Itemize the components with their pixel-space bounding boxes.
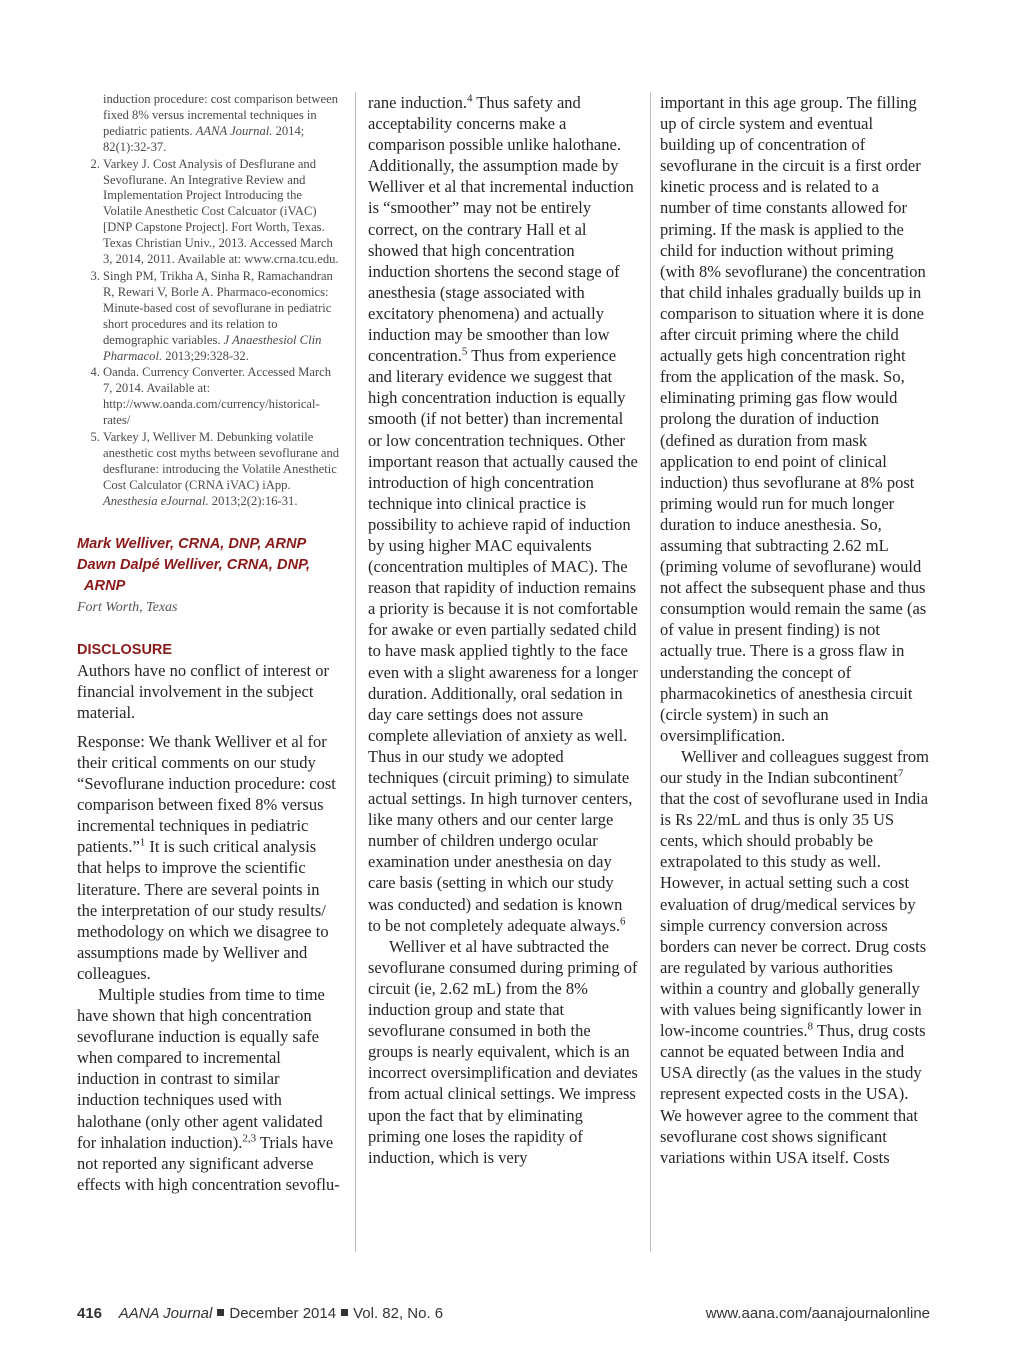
body-text: Trials have not reported any significant adverse effects with high concentration sevoflu- xyxy=(77,1132,340,1194)
reference-text: Singh PM, Trikha A, Sinha R, Ramachandran R, Rewari V, Borle A. Pharmaco-economics: Minute-based cost of sevoflurane in pediatric short procedures and its relation to demographic variables. xyxy=(103,268,333,347)
reference-citation: 2013;2(2):16-31. xyxy=(208,493,298,508)
citation-superscript: 4 xyxy=(466,92,473,105)
response-text: It is such critical analysis that helps to improve the scientific literature. There are several points in the interpretation of our study results/ methodology on which we disagree to assumptions made by Welliver and colleagues. xyxy=(77,837,329,983)
reference-list xyxy=(77,92,343,510)
reference-text: Oanda. Currency Converter. Accessed March 7, 2014. Available at: http://www.oanda.com/currency/historical-rates/ xyxy=(103,365,332,428)
citation-superscript: 8 xyxy=(807,1020,814,1033)
response-label: Response: xyxy=(77,731,145,751)
reference-text: Varkey J. Cost Analysis of Desflurane and Sevoflurane. An Integrative Review and Implementation Project Introducing the Volatile Anesthetic Cost Calcuator (iVAC) [DNP Capstone Project]. Fort Worth, Texas. Texas Christian Univ., 2013. Accessed March 3, 2014, 2011. Available at: www.crna.tcu.edu. xyxy=(103,156,339,267)
reference-item xyxy=(77,92,343,156)
journal-name: AANA Journal xyxy=(118,1305,213,1322)
author-block xyxy=(77,534,343,597)
body-text: rane induction. xyxy=(368,93,467,112)
reference-journal: AANA Journal. xyxy=(195,123,273,138)
reference-number: 5. xyxy=(90,430,100,445)
separator-square-icon xyxy=(217,1309,224,1316)
author-location: Fort Worth, Texas xyxy=(77,599,178,615)
body-paragraph xyxy=(77,984,343,1195)
body-text: Welliver and colleagues suggest from our study in the Indian subcontinent xyxy=(660,746,929,787)
volume-issue: Vol. 82, No. 6 xyxy=(353,1305,444,1322)
column-1 xyxy=(77,92,343,1195)
body-text: Multiple studies from time to time have shown that high concentration sevoflurane induction is equally safe when compared to incremental induction in contrast to similar induction techniques used with halothane (only other agent validated for inhalation induction). xyxy=(77,984,325,1152)
separator-square-icon xyxy=(341,1309,348,1316)
column-rule-right xyxy=(650,92,651,1252)
reference-journal: Anesthesia eJournal. xyxy=(103,493,209,508)
response-text: We thank Welliver et al for their critical comments on our study “Sevoflurane induction procedure: cost comparison between fixed 8% versus incremental techniques in pediatric patients.” xyxy=(77,731,336,857)
body-paragraph xyxy=(660,746,932,1168)
reference-text: induction procedure: cost comparison between fixed 8% versus incremental techniques in pediatric patients. xyxy=(103,92,339,138)
citation-superscript: 1 xyxy=(139,836,146,849)
body-paragraph: important in this age group. The filling up of circle system and eventual building up of concentration of sevoflurane in the circuit is a first order kinetic process and is related to a number of time constants allowed for priming. If the mask is applied to the child for induction without priming (with 8% sevoflurane) the concentration that child inhales gradually builds up in comparison to situation where it is done after circuit priming where the child actually gets high concentration right from the application of the mask. So, eliminating priming gas flow would prolong the duration of induction (defined as duration from mask application to end point of clinical induction) thus sevoflurane at 8% post priming would run for much longer duration to induce anesthesia. So, assuming that subtracting 2.62 mL (priming volume of sevoflurane) would not affect the subsequent phase and thus consumption would remain the same (as of value in present finding) is not actually true. There is a gross flaw in understanding the concept of pharmacokinetics of anesthesia circuit (circle system) in such an oversimplification. xyxy=(660,93,927,745)
author-line: Mark Welliver, CRNA, DNP, ARNP xyxy=(77,535,307,552)
reference-number: 2. xyxy=(90,156,100,171)
reference-citation: 2013;29:328-32. xyxy=(162,348,249,363)
reference-item xyxy=(77,157,343,268)
column-2 xyxy=(368,92,638,1168)
issue-date: December 2014 xyxy=(229,1305,337,1322)
reference-number: 4. xyxy=(90,365,100,380)
disclosure-body xyxy=(77,660,343,1195)
response-paragraph xyxy=(77,731,343,984)
reference-item xyxy=(77,430,343,510)
body-text: Thus, drug costs cannot be equated between India and USA directly (as the values in the study represent expected costs in the USA). We however agree to the comment that sevoflurane cost shows significant variations within USA itself. Costs xyxy=(660,1021,926,1167)
citation-superscript: 2,3 xyxy=(242,1132,257,1145)
reference-journal: J Anaesthesiol Clin Pharmacol. xyxy=(103,332,322,363)
reference-text: Varkey J, Welliver M. Debunking volatile anesthetic cost myths between sevoflurane and desflurane: introducing the Volatile Anesthetic Cost Calculator (CRNA iVAC) iApp. xyxy=(103,430,340,492)
citation-superscript: 5 xyxy=(461,345,468,358)
reference-item xyxy=(77,269,343,364)
author-line: ARNP xyxy=(84,577,126,594)
reference-item xyxy=(77,365,343,429)
reference-number: 3. xyxy=(90,268,100,283)
page-number: 416 xyxy=(77,1305,103,1322)
page-footer xyxy=(77,1305,930,1325)
column-rule-left xyxy=(355,92,356,1252)
disclosure-text: Authors have no conflict of interest or financial involvement in the subject material. xyxy=(77,660,330,722)
body-text: Thus safety and acceptability concerns make a comparison possible unlike halothane. Additionally, the assumption made by Welliver et al that incremental induction is “smoother” may not be entirely correct, on the contrary Hall et al showed that high concentration induction shortens the second stage of anesthesia (stage associated with excitatory phenomena) and actually induction may be smoother than low concentration. xyxy=(368,93,634,366)
column-3 xyxy=(660,92,932,1168)
author-line: Dawn Dalpé Welliver, CRNA, DNP, xyxy=(77,556,311,573)
reference-citation: 2014; 82(1):32-37. xyxy=(103,123,305,154)
disclosure-heading: DISCLOSURE xyxy=(77,641,173,658)
journal-url-link[interactable]: www.aana.com/aanajournalonline xyxy=(705,1305,930,1322)
body-paragraph: Welliver et al have subtracted the sevoflurane consumed during priming of circuit (ie, 2.62 mL) from the 8% induction group and state that sevoflurane consumed in both the groups is nearly equivalent, which is an incorrect oversimplification and deviates from actual clinical settings. We impress upon the fact that by eliminating priming one loses the rapidity of induction, which is very xyxy=(368,936,638,1167)
body-paragraph xyxy=(368,92,638,936)
body-text: that the cost of sevoflurane used in India is Rs 22/mL and thus is only 35 US cents, which should probably be extrapolated to this study as well. However, in actual setting such a cost evaluation of drug/medical services by simple currency conversion across borders can never be correct. Drug costs are regulated by various authorities within a country and globally generally with values being significantly lower in low-income countries. xyxy=(660,789,929,1041)
citation-superscript: 6 xyxy=(620,915,626,928)
citation-superscript: 7 xyxy=(897,767,904,780)
body-text: Thus from experience and literary evidence we suggest that high concentration induction is equally smooth (if not better) than incremental or low concentration techniques. Other important reason that actually caused the introduction of high concentration technique into clinical practice is possibility to achieve rapid of induction by using higher MAC equivalents (concentration multiples of MAC). The reason that rapidity of induction remains a priority is because it is not comfortable for awake or even partially sedated child to have mask applied tightly to the face even with a slight awareness for a longer duration. Additionally, oral sedation in day care settings does not assure complete alleviation of anxiety as well. Thus in our study we adopted techniques (circuit priming) to simulate actual settings. In high turnover centers, like many others and our center large number of children undergo ocular examination under anesthesia on day care basis (setting in which our study was conducted) and sedation is known to be not completely adequate always. xyxy=(368,346,638,935)
